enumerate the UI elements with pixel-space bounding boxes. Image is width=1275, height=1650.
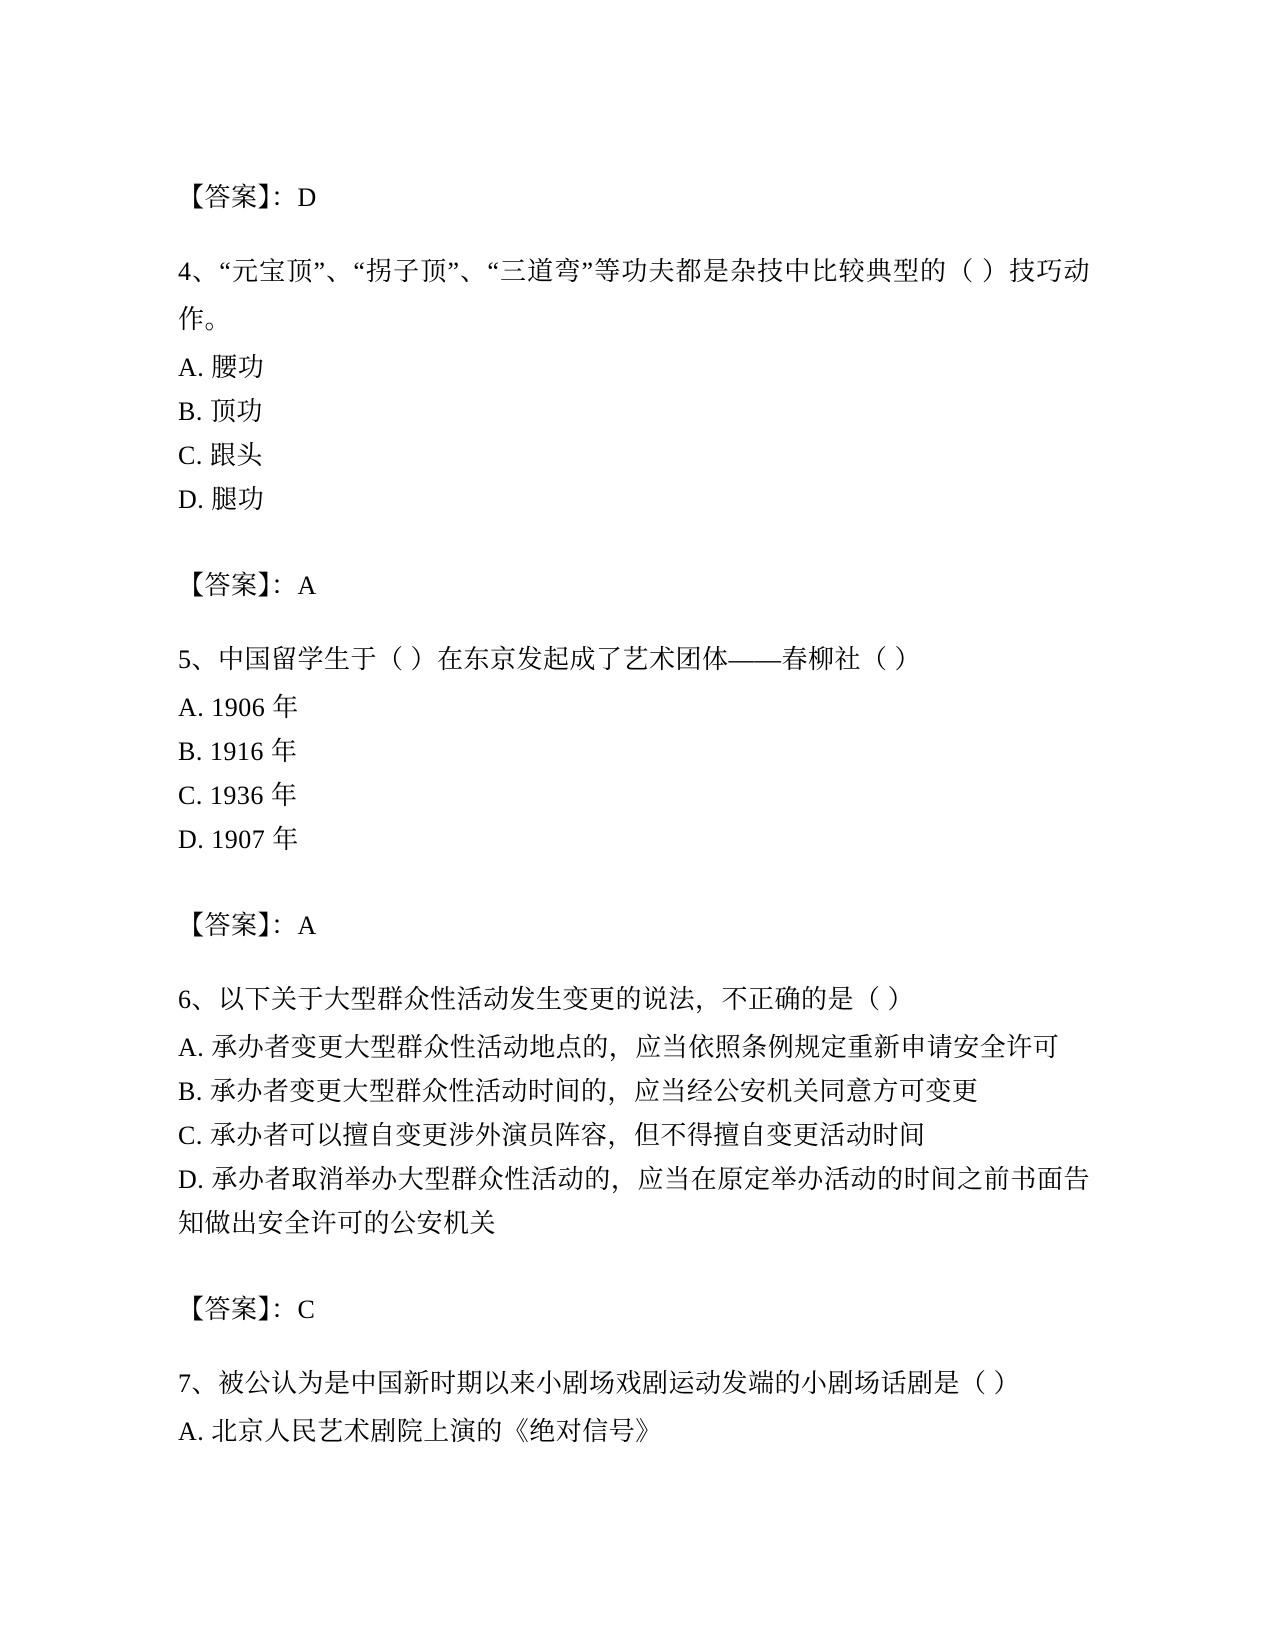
answer-line: 【答案】：C [178, 1295, 316, 1324]
spacer [178, 1246, 1090, 1290]
option-d: D. 腿功 [178, 485, 265, 514]
option-c: C. 跟头 [178, 441, 263, 470]
spacer [178, 522, 1090, 566]
option-a: A. 北京人民艺术剧院上演的《绝对信号》 [178, 1417, 662, 1446]
question-stem: 6、以下关于大型群众性活动发生变更的说法，不正确的是（ ） [178, 985, 915, 1014]
option-d: D. 1907 年 [178, 825, 299, 854]
option-b: B. 承办者变更大型群众性活动时间的，应当经公安机关同意方可变更 [178, 1077, 979, 1106]
question-block-5 [178, 636, 1090, 862]
answer-line: 【答案】：A [178, 571, 317, 600]
option-b: B. 顶功 [178, 397, 263, 426]
answer-line: 【答案】：A [178, 911, 317, 940]
question-stem: 4、“元宝顶”、“拐子顶”、“三道弯”等功夫都是杂技中比较典型的（ ）技巧动作。 [178, 257, 1090, 334]
question-block-6 [178, 976, 1090, 1246]
option-c: C. 1936 年 [178, 781, 298, 810]
question-block-7 [178, 1360, 1090, 1454]
question-block-4 [178, 248, 1090, 522]
question-stem: 5、中国留学生于（ ）在东京发起成了艺术团体——春柳社（ ） [178, 645, 922, 674]
option-b: B. 1916 年 [178, 737, 298, 766]
option-a: A. 1906 年 [178, 693, 299, 722]
question-stem: 7、被公认为是中国新时期以来小剧场戏剧运动发端的小剧场话剧是（ ） [178, 1369, 1021, 1398]
spacer [178, 862, 1090, 906]
option-a: A. 腰功 [178, 353, 265, 382]
answer-line: 【答案】：D [178, 183, 317, 212]
option-c: C. 承办者可以擅自变更涉外演员阵容，但不得擅自变更活动时间 [178, 1121, 926, 1150]
option-a: A. 承办者变更大型群众性活动地点的，应当依照条例规定重新申请安全许可 [178, 1033, 1060, 1062]
option-d: D. 承办者取消举办大型群众性活动的，应当在原定举办活动的时间之前书面告知做出安全许可的公安机关 [178, 1165, 1090, 1238]
